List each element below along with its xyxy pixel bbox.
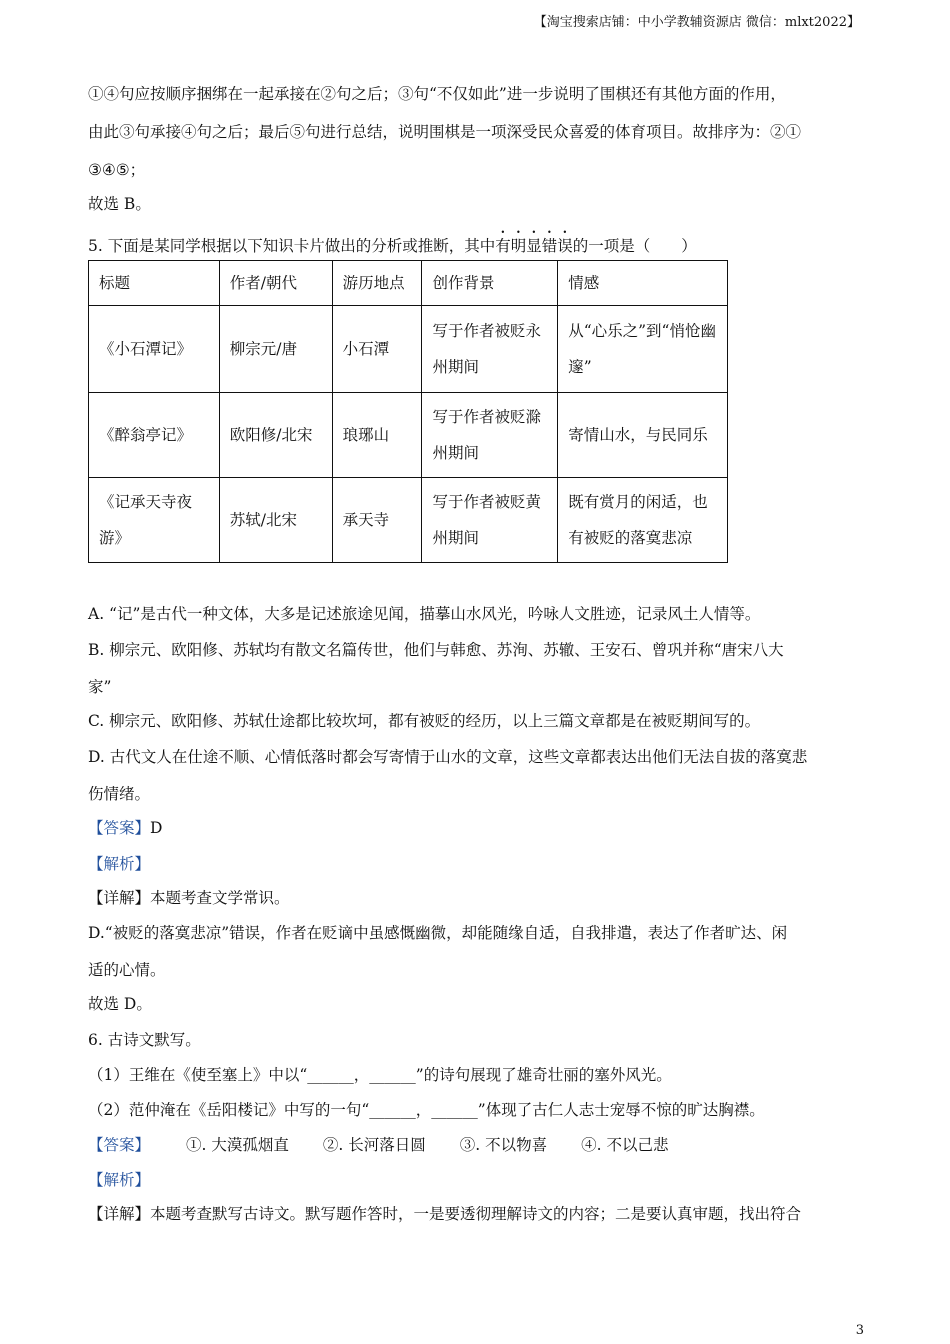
question-5-stem: 5. 下面是某同学根据以下知识卡片做出的分析或推断，其中有明显错误的一项是（ ） [88,237,697,255]
table-cell: 写于作者被贬永州期间 [422,306,558,393]
option-a: A. “记”是古代一种文体，大多是记述旅途见闻，描摹山水风光，吟咏人文胜迹，记录风土人情等。 [88,605,761,623]
analysis-tag: 【解析】 [88,855,151,873]
analysis-tag: 【解析】 [88,1171,151,1189]
page-header: 【淘宝搜索店铺：中小学教辅资源店 微信：mlxt2022】 [533,15,860,30]
answer-tag: 【答案】 [88,819,151,837]
table-cell: 苏轼/北宋 [219,478,332,563]
option-c: C. 柳宗元、欧阳修、苏轼仕途都比较坎坷，都有被贬的经历，以上三篇文章都是在被贬期间写的。 [88,712,761,730]
answer-tag: 【答案】 [88,1136,151,1154]
table-cell: 承天寺 [332,478,422,563]
text-line: ③④⑤； [88,161,146,179]
detail-line: 【详解】本题考查默写古诗文。默写题作答时，一是要透彻理解诗文的内容；二是要认真审题，找出符合 [88,1205,802,1223]
table-cell: 写于作者被贬滁州期间 [422,393,558,478]
table-cell: 既有赏月的闲适，也有被贬的落寞悲凉 [558,478,728,563]
table-cell: 欧阳修/北宋 [219,393,332,478]
table-cell: 寄情山水，与民同乐 [558,393,728,478]
knowledge-card-table [88,260,728,563]
question-6-stem: 6. 古诗文默写。 [88,1031,201,1049]
option-d: D. 古代文人在仕途不顺、心情低落时都会写寄情于山水的文章，这些文章都表达出他们无法自拔的落寞悲 [88,748,808,766]
table-cell: 琅琊山 [332,393,422,478]
detail-line: D.“被贬的落寞悲凉”错误，作者在贬谪中虽感慨幽微，却能随缘自适，自我排遣，表达了作者旷达、闲 [88,924,788,942]
detail-line: 适的心情。 [88,961,166,979]
question-6-item: （2）范仲淹在《岳阳楼记》中写的一句“______，______”体现了古仁人志士宠辱不惊的旷达胸襟。 [88,1101,765,1119]
text-line: 由此③句承接④句之后；最后⑤句进行总结，说明围棋是一项深受民众喜爱的体育项目。故排序为：②① [88,123,802,141]
option-b-cont: 家” [88,678,112,696]
choose-line: 故选 D。 [88,995,152,1013]
option-b: B. 柳宗元、欧阳修、苏轼均有散文名篇传世，他们与韩愈、苏洵、苏辙、王安石、曾巩并称“唐宋八大 [88,641,784,659]
table-cell: 从“心乐之”到“悄怆幽邃” [558,306,728,393]
page-number: 3 [855,1323,864,1338]
table-cell: 《小石潭记》 [89,306,220,393]
answer-line: 【答案】 ①. 大漠孤烟直 ②. 长河落日圆 ③. 不以物喜 ④. 不以己悲 [88,1136,669,1154]
table-header: 标题 [89,261,220,306]
option-d-cont: 伤情绪。 [88,785,151,803]
question-6-item: （1）王维在《使至塞上》中以“______，______”的诗句展现了雄奇壮丽的塞外风光。 [88,1066,672,1084]
table-header: 创作背景 [422,261,558,306]
table-cell: 《醉翁亭记》 [89,393,220,478]
table-header: 游历地点 [332,261,422,306]
table-cell: 柳宗元/唐 [219,306,332,393]
table-cell: 《记承天寺夜游》 [89,478,220,563]
detail-line: 【详解】本题考查文学常识。 [88,889,290,907]
table-header: 作者/朝代 [219,261,332,306]
table-header: 情感 [558,261,728,306]
text-line: 故选 B。 [88,195,151,213]
table-cell: 小石潭 [332,306,422,393]
table-cell: 写于作者被贬黄州期间 [422,478,558,563]
text-line: ①④句应按顺序捆绑在一起承接在②句之后；③句“不仅如此”进一步说明了围棋还有其他方面的作用， [88,85,786,103]
answer-line: 【答案】D [88,819,163,837]
